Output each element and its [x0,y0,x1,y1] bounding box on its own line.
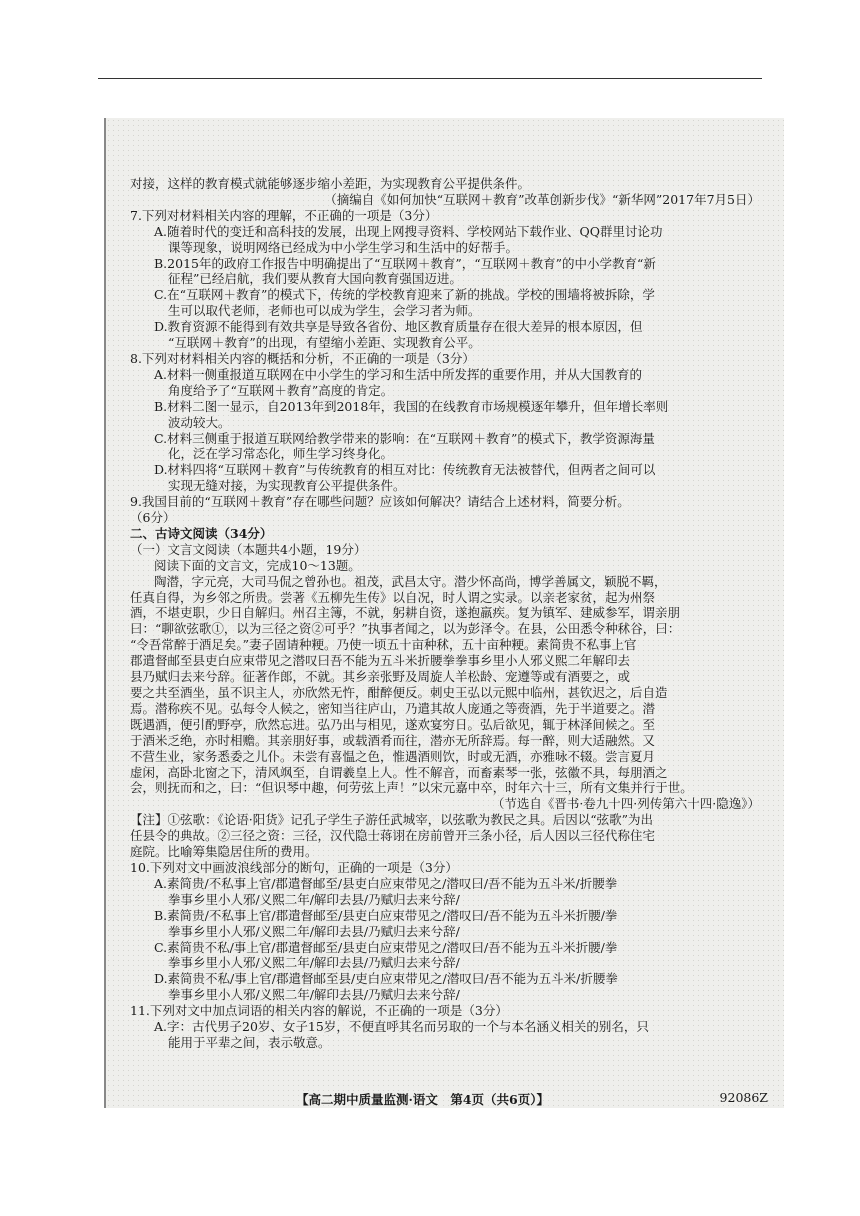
text-line: C.材料三侧重于报道互联网给教学带来的影响：在“互联网＋教育”的模式下，教学资源海量 [154,430,655,446]
footer-code: 92086Z [719,1090,768,1105]
text-line: 任真自得，为乡邻之所贵。尝著《五柳先生传》以自况，时人谓之实录。以亲老家贫，起为州祭 [130,589,656,605]
footer-title: 【高二期中质量监测·语文 第4页（共6页）】 [296,1092,549,1107]
text-line: A.素简贵/不私事上官/郡遣督邮至/县吏白应束带见之/潜叹曰/吾不能为五斗米/折腰拳 [154,875,618,891]
text-line: （节选自《晋书·卷九十四·列传第六十四·隐逸》） [491,796,760,812]
text-line: 【注】①弦歌：《论语·阳货》记孔子学生子游任武城宰，以弦歌为教民之具。后因以“弦歌”为出 [130,812,654,828]
text-line: 既遇酒，便引酌野亭，欣然忘进。弘乃出与相见，遂欢宴穷日。弘后欲见，辄于林泽间候之。至 [130,716,656,732]
text-line: D.教育资源不能得到有效共享是导致各省份、地区教育质量存在很大差异的根本原因，但 [154,319,643,335]
text-line: （摘编自《如何加快“互联网＋教育”改革创新步伐》“新华网”2017年7月5日） [324,191,760,207]
text-line: D.材料四将“互联网＋教育”与传统教育的相互对比：传统教育无法被替代，但两者之间可以 [154,462,656,478]
text-line: “令吾常醉于酒足矣。”妻子固请种粳。乃使一顷五十亩种秫，五十亩种粳。素简贵不私事上官 [130,637,637,653]
text-line: B.素简贵/不私事上官/郡遣督邮至/县吏白应束带见之/潜叹曰/吾不能为五斗米折腰/拳 [154,907,618,923]
text-line: “互联网＋教育”的出现，有望缩小差距、实现教育公平。 [168,335,481,351]
text-line: 焉。潜称疾不见。弘每令人候之，密知当往庐山，乃遣其故人庞通之等赍酒，先于半道要之。潜 [130,700,656,716]
text-line: 拳事乡里小人邪/义熙二年/解印去县/乃赋归去来兮辞/ [168,923,460,939]
text-line: 酒，不堪吏职，少日自解归。州召主簿，不就，躬耕自资，遂抱羸疾。复为镇军、建威参军，谓亲朋 [130,605,681,621]
text-line: 于酒米乏绝，亦时相赡。其亲朋好事，或载酒肴而往，潜亦无所辞焉。每一醉，则大适融然。又 [130,732,656,748]
text-line: A.随着时代的变迁和高科技的发展，出现上网搜寻资料、学校网站下载作业、QQ群里讨论功 [154,223,663,239]
page-content [130,176,764,1051]
page-footer [106,1090,784,1106]
text-line: 庭院。比喻筹集隐居住所的费用。 [130,844,318,860]
text-line: 拳事乡里小人邪/义熙二年/解印去县/乃赋归去来兮辞/ [168,891,460,907]
text-line: A.字：古代男子20岁、女子15岁，不便直呼其名而另取的一个与本名涵义相关的别名，只 [154,1019,649,1035]
text-line: 要之共至酒坐，虽不识主人，亦欣然无忤，酣醉便反。刺史王弘以元熙中临州，甚钦迟之，后自造 [130,685,668,700]
text-line: B.2015年的政府工作报告中明确提出了“互联网＋教育”，“互联网＋教育”的中小学教育“新 [154,255,656,271]
top-rule [98,78,762,79]
text-line: 11.下列对文中加点词语的相关内容的解说，不正确的一项是（3分） [130,1003,508,1019]
scanned-page [104,118,784,1108]
text-line: 拳事乡里小人邪/义熙二年/解印去县/乃赋归去来兮辞/ [168,987,460,1003]
text-line: 10.下列对文中画波浪线部分的断句，正确的一项是（3分） [130,859,458,875]
text-line: B.材料二图一显示，自2013年到2018年，我国的在线教育市场规模逐年攀升，但年增长率则 [154,398,669,414]
text-line: C.素简贵不私/事上官/郡遣督邮至/县吏白应束带见之/潜叹曰/吾不能为五斗米折腰/拳 [154,939,618,955]
text-line: 实现无缝对接，为实现教育公平提供条件。 [168,478,406,494]
text-line: 不营生业，家务悉委之儿仆。未尝有喜愠之色，惟遇酒则饮，时或无酒，亦雅咏不辍。尝言夏月 [130,748,656,764]
text-line: 能用于平辈之间，表示敬意。 [168,1034,331,1050]
text-line: D.素简贵不私/事上官/郡遣督邮至县/吏白应束带见之/潜叹曰/吾不能为五斗米/折腰拳 [154,971,618,987]
text-line: （一）文言文阅读（本题共4小题，19分） [130,541,367,557]
text-line: 县乃赋归去来兮辞。征著作郎，不就。其乡亲张野及周旋人羊松龄、宠遵等或有酒要之，或 [130,669,631,685]
text-line: 波动较大。 [168,414,231,430]
text-line: 生可以取代老师，老师也可以成为学生，会学习者为师。 [168,303,481,319]
text-line: 二、古诗文阅读（34分） [130,525,273,541]
text-line: 郡遣督邮至县吏白应束带见之潜叹曰吾不能为五斗米折腰拳拳事乡里小人邪义熙二年解印去 [130,653,631,669]
text-line: 任县令的典故。②三径之资：三径，汉代隐士蒋诩在房前曾开三条小径，后人因以三径代称住宅 [130,828,656,844]
text-line: 会，则抚而和之，曰：“但识琴中趣，何劳弦上声！”以宋元嘉中卒，时年六十三，所有文集并行于世。 [130,780,693,796]
text-line: A.材料一侧重报道互联网在中小学生的学习和生活中所发挥的重要作用，并从大国教育的 [154,366,643,382]
text-line: 9.我国目前的“互联网＋教育”存在哪些问题？应该如何解决？请结合上述材料，简要分析。 [130,494,630,510]
text-line: 虚闲，高卧北窗之下，清风飒至，自谓羲皇上人。性不解音，而畜素琴一张，弦徽不具，每朋酒之 [130,764,668,780]
text-line: 曰：“聊欲弦歌①，以为三径之资②可乎？”执事者闻之，以为彭泽令。在县，公田悉令种秫谷，曰： [130,621,681,637]
text-line: 陶潜，字元亮，大司马侃之曾孙也。祖茂，武昌太守。潜少怀高尚，博学善属文，颖脱不羁， [154,573,667,589]
text-line: 阅读下面的文言文，完成10～13题。 [154,557,361,573]
text-line: 拳事乡里小人邪/义熙二年/解印去县/乃赋归去来兮辞/ [168,955,460,971]
text-line: 对接，这样的教育模式就能够逐步缩小差距，为实现教育公平提供条件。 [130,176,531,191]
text-line: （6分） [130,510,176,526]
text-line: 化，泛在学习常态化，师生学习终身化。 [168,446,394,462]
text-line: C.在“互联网＋教育”的模式下，传统的学校教育迎来了新的挑战。学校的围墙将被拆除，学 [154,287,655,303]
text-line: 课等现象，说明网络已经成为中小学生学习和生活中的好帮手。 [168,239,519,255]
text-line: 征程”已经启航，我们要从教育大国向教育强国迈进。 [168,271,462,287]
text-line: 角度给予了“互联网＋教育”高度的肯定。 [168,382,394,398]
text-line: 8.下列对材料相关内容的概括和分析，不正确的一项是（3分） [130,350,475,366]
text-line: 7.下列对材料相关内容的理解，不正确的一项是（3分） [130,207,438,223]
